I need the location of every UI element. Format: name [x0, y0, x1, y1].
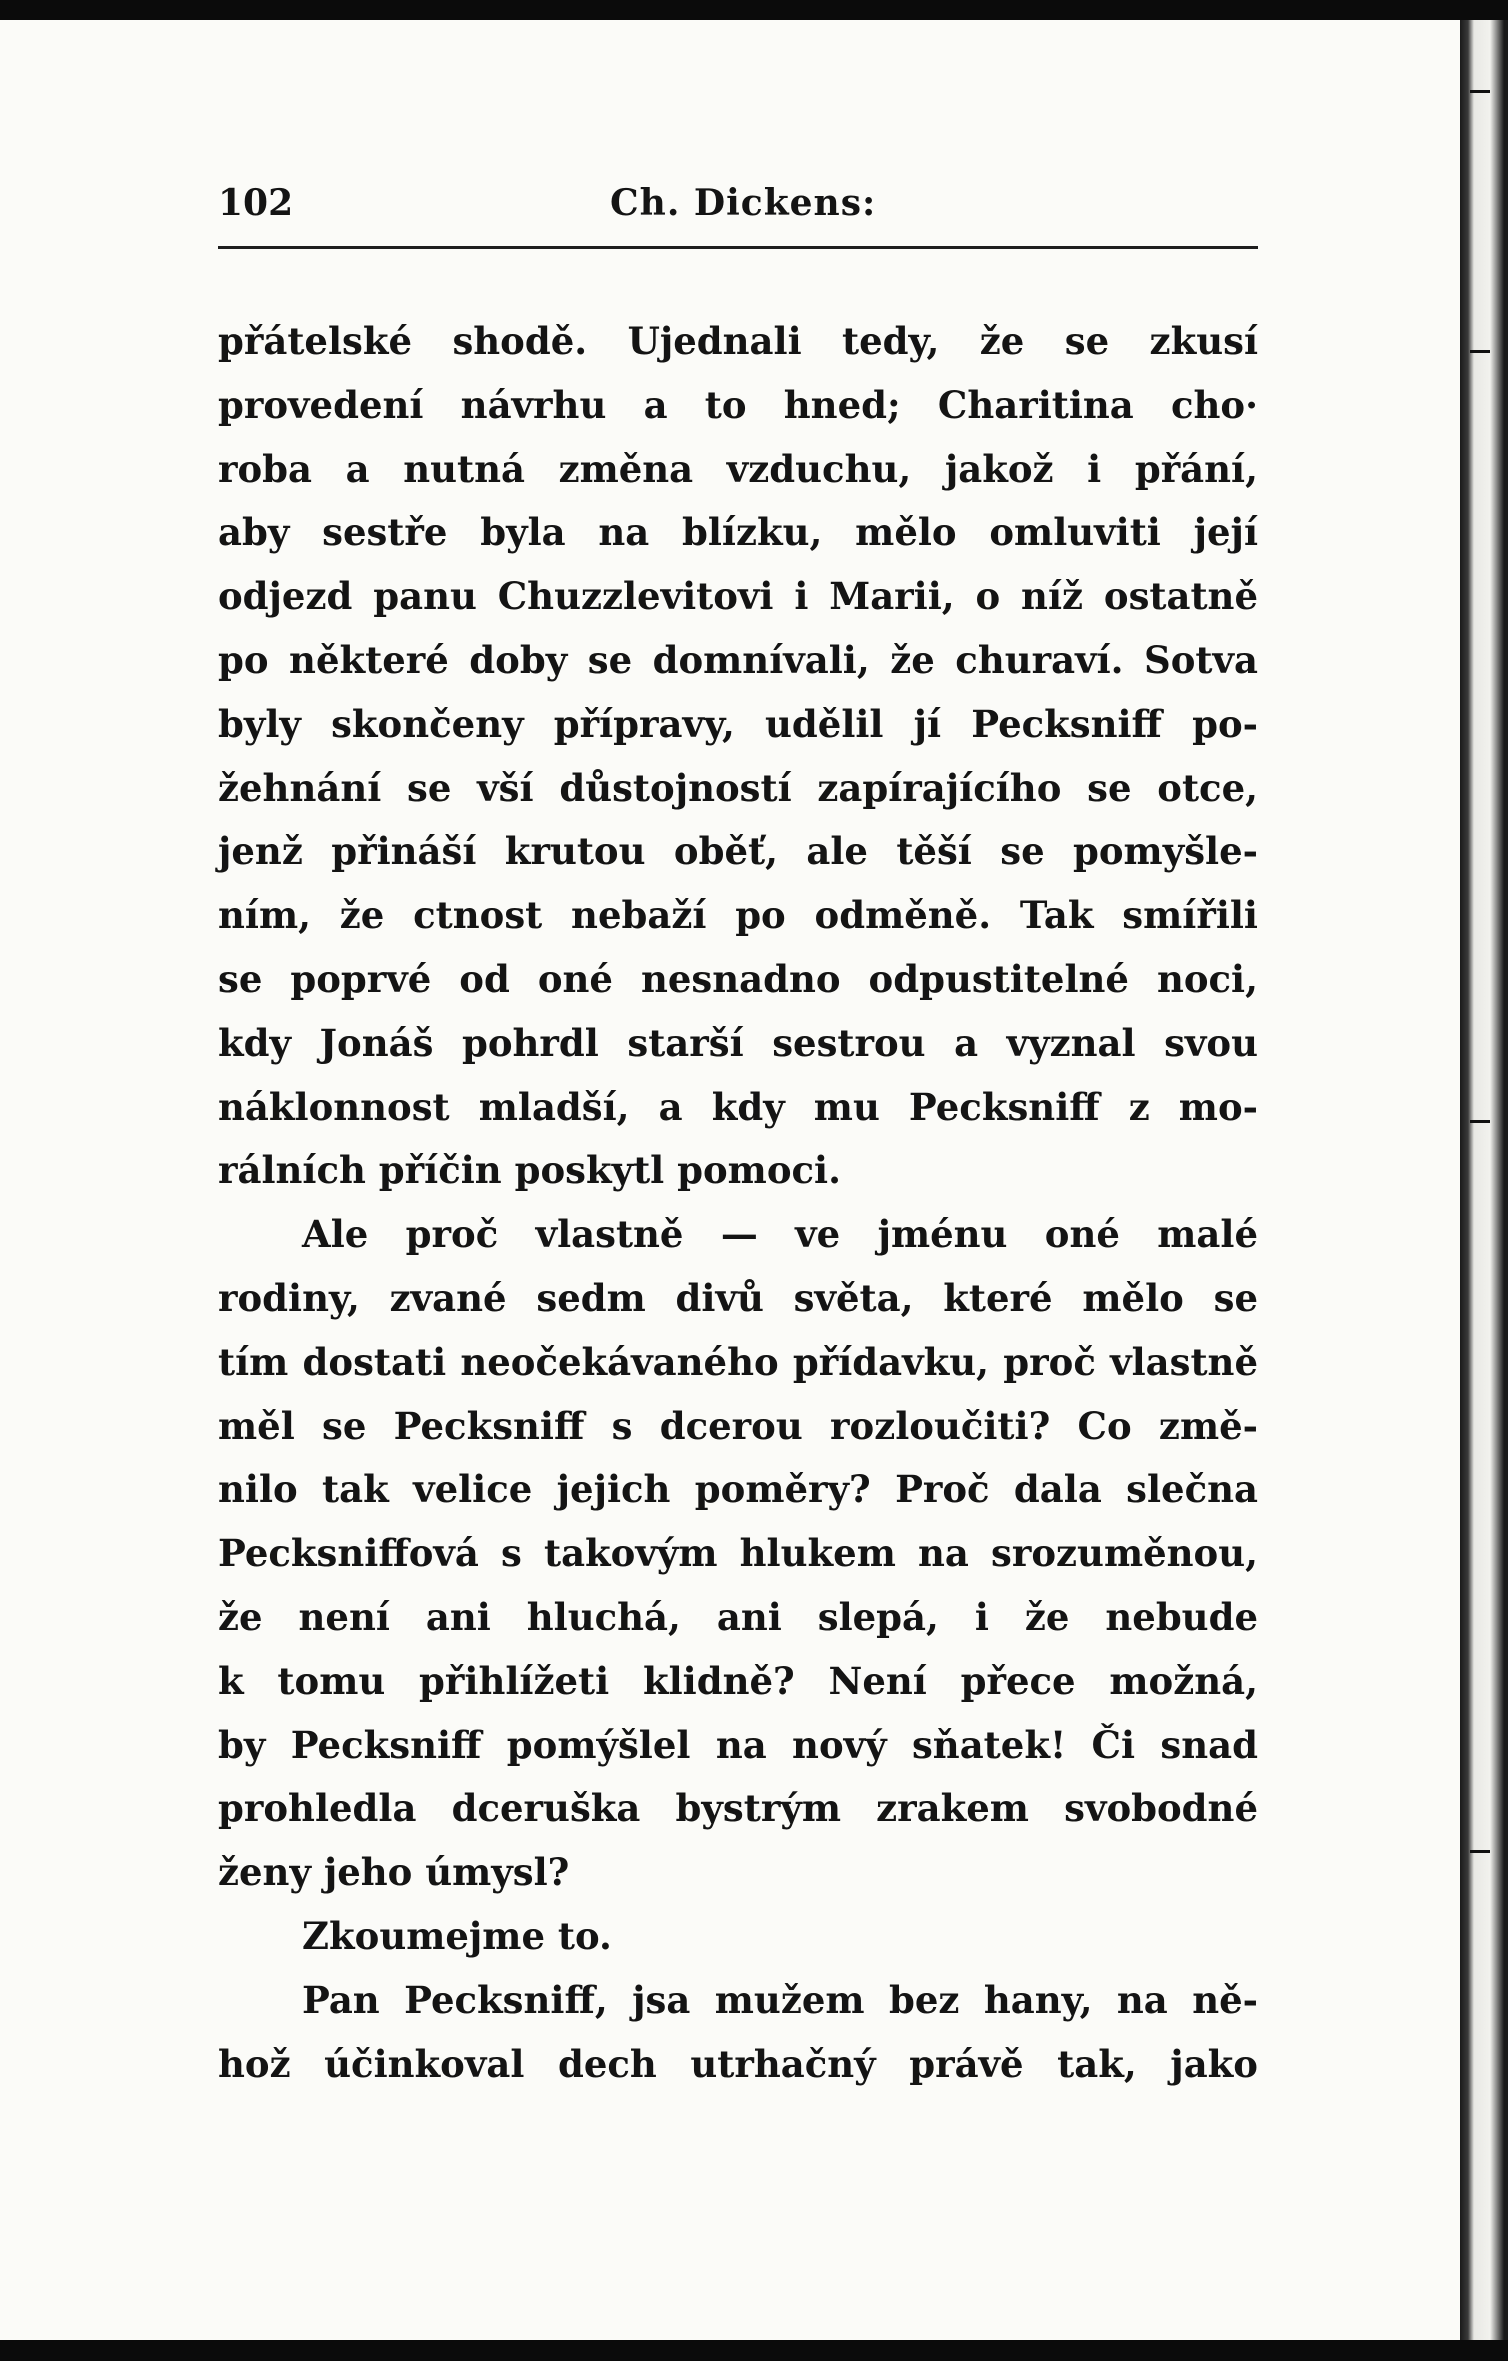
running-title: Ch. Dickens:: [610, 182, 877, 224]
edge-mark: [1470, 1850, 1490, 1853]
text-line: náklonnost mladší, a kdy mu Pecksniff z mo-: [218, 1084, 1258, 1129]
text-line: po některé doby se domnívali, že churaví. Sotva: [218, 637, 1258, 682]
edge-mark: [1470, 90, 1490, 93]
page-number: 102: [218, 182, 294, 224]
edge-mark: [1470, 1120, 1490, 1123]
text-line: přátelské shodě. Ujednali tedy, že se zkusí: [218, 319, 1258, 363]
text-line: nilo tak velice jejich poměry? Proč dala slečna: [218, 1467, 1258, 1512]
text-line: odjezd panu Chuzzlevitovi i Marii, o níž ostatně: [218, 574, 1258, 619]
text-line: žehnání se vší důstojností zapírajícího se otce,: [218, 765, 1258, 810]
page-edge: [1460, 20, 1508, 2340]
text-line: Pecksniffová s takovým hlukem na srozuměnou,: [218, 1531, 1258, 1576]
text-line: byly skončeny přípravy, udělil jí Pecksniff po-: [218, 701, 1258, 746]
text-line: roba a nutná změna vzduchu, jakož i přání,: [218, 446, 1258, 491]
edge-mark: [1470, 350, 1490, 353]
text-line: že není ani hluchá, ani slepá, i že nebude: [218, 1594, 1258, 1639]
body-text: [218, 310, 1258, 2096]
text-line: měl se Pecksniff s dcerou rozloučiti? Co změ-: [218, 1403, 1258, 1448]
text-line: Zkoumejme to.: [302, 1913, 612, 1958]
text-line: Ale proč vlastně — ve jménu oné malé: [302, 1212, 1258, 1257]
text-line: rálních příčin poskytl pomoci.: [218, 1148, 841, 1193]
text-line: tím dostati neočekávaného přídavku, proč vlastně: [218, 1339, 1258, 1384]
text-line: by Pecksniff pomýšlel na nový sňatek! Či snad: [218, 1722, 1258, 1767]
page-header: [218, 180, 1258, 230]
text-line: provedení návrhu a to hned; Charitina cho·: [218, 382, 1258, 427]
text-line: hož účinkoval dech utrhačný právě tak, jako: [218, 2041, 1258, 2086]
header-rule: [218, 246, 1258, 249]
text-line: kdy Jonáš pohrdl starší sestrou a vyznal svou: [218, 1020, 1258, 1065]
text-line: rodiny, zvané sedm divů světa, které mělo se: [218, 1275, 1258, 1320]
text-line: ženy jeho úmysl?: [218, 1850, 570, 1895]
text-line: ním, že ctnost nebaží po odměně. Tak smířili: [218, 893, 1258, 938]
text-line: Pan Pecksniff, jsa mužem bez hany, na ně-: [302, 1977, 1258, 2022]
text-line: aby sestře byla na blízku, mělo omluviti její: [218, 510, 1258, 555]
text-line: jenž přináší krutou oběť, ale těší se pomyšle-: [218, 829, 1258, 874]
text-line: prohledla dceruška bystrým zrakem svobodné: [218, 1786, 1258, 1831]
text-line: se poprvé od oné nesnadno odpustitelné noci,: [218, 956, 1258, 1001]
text-line: k tomu přihlížeti klidně? Není přece možná,: [218, 1658, 1258, 1703]
